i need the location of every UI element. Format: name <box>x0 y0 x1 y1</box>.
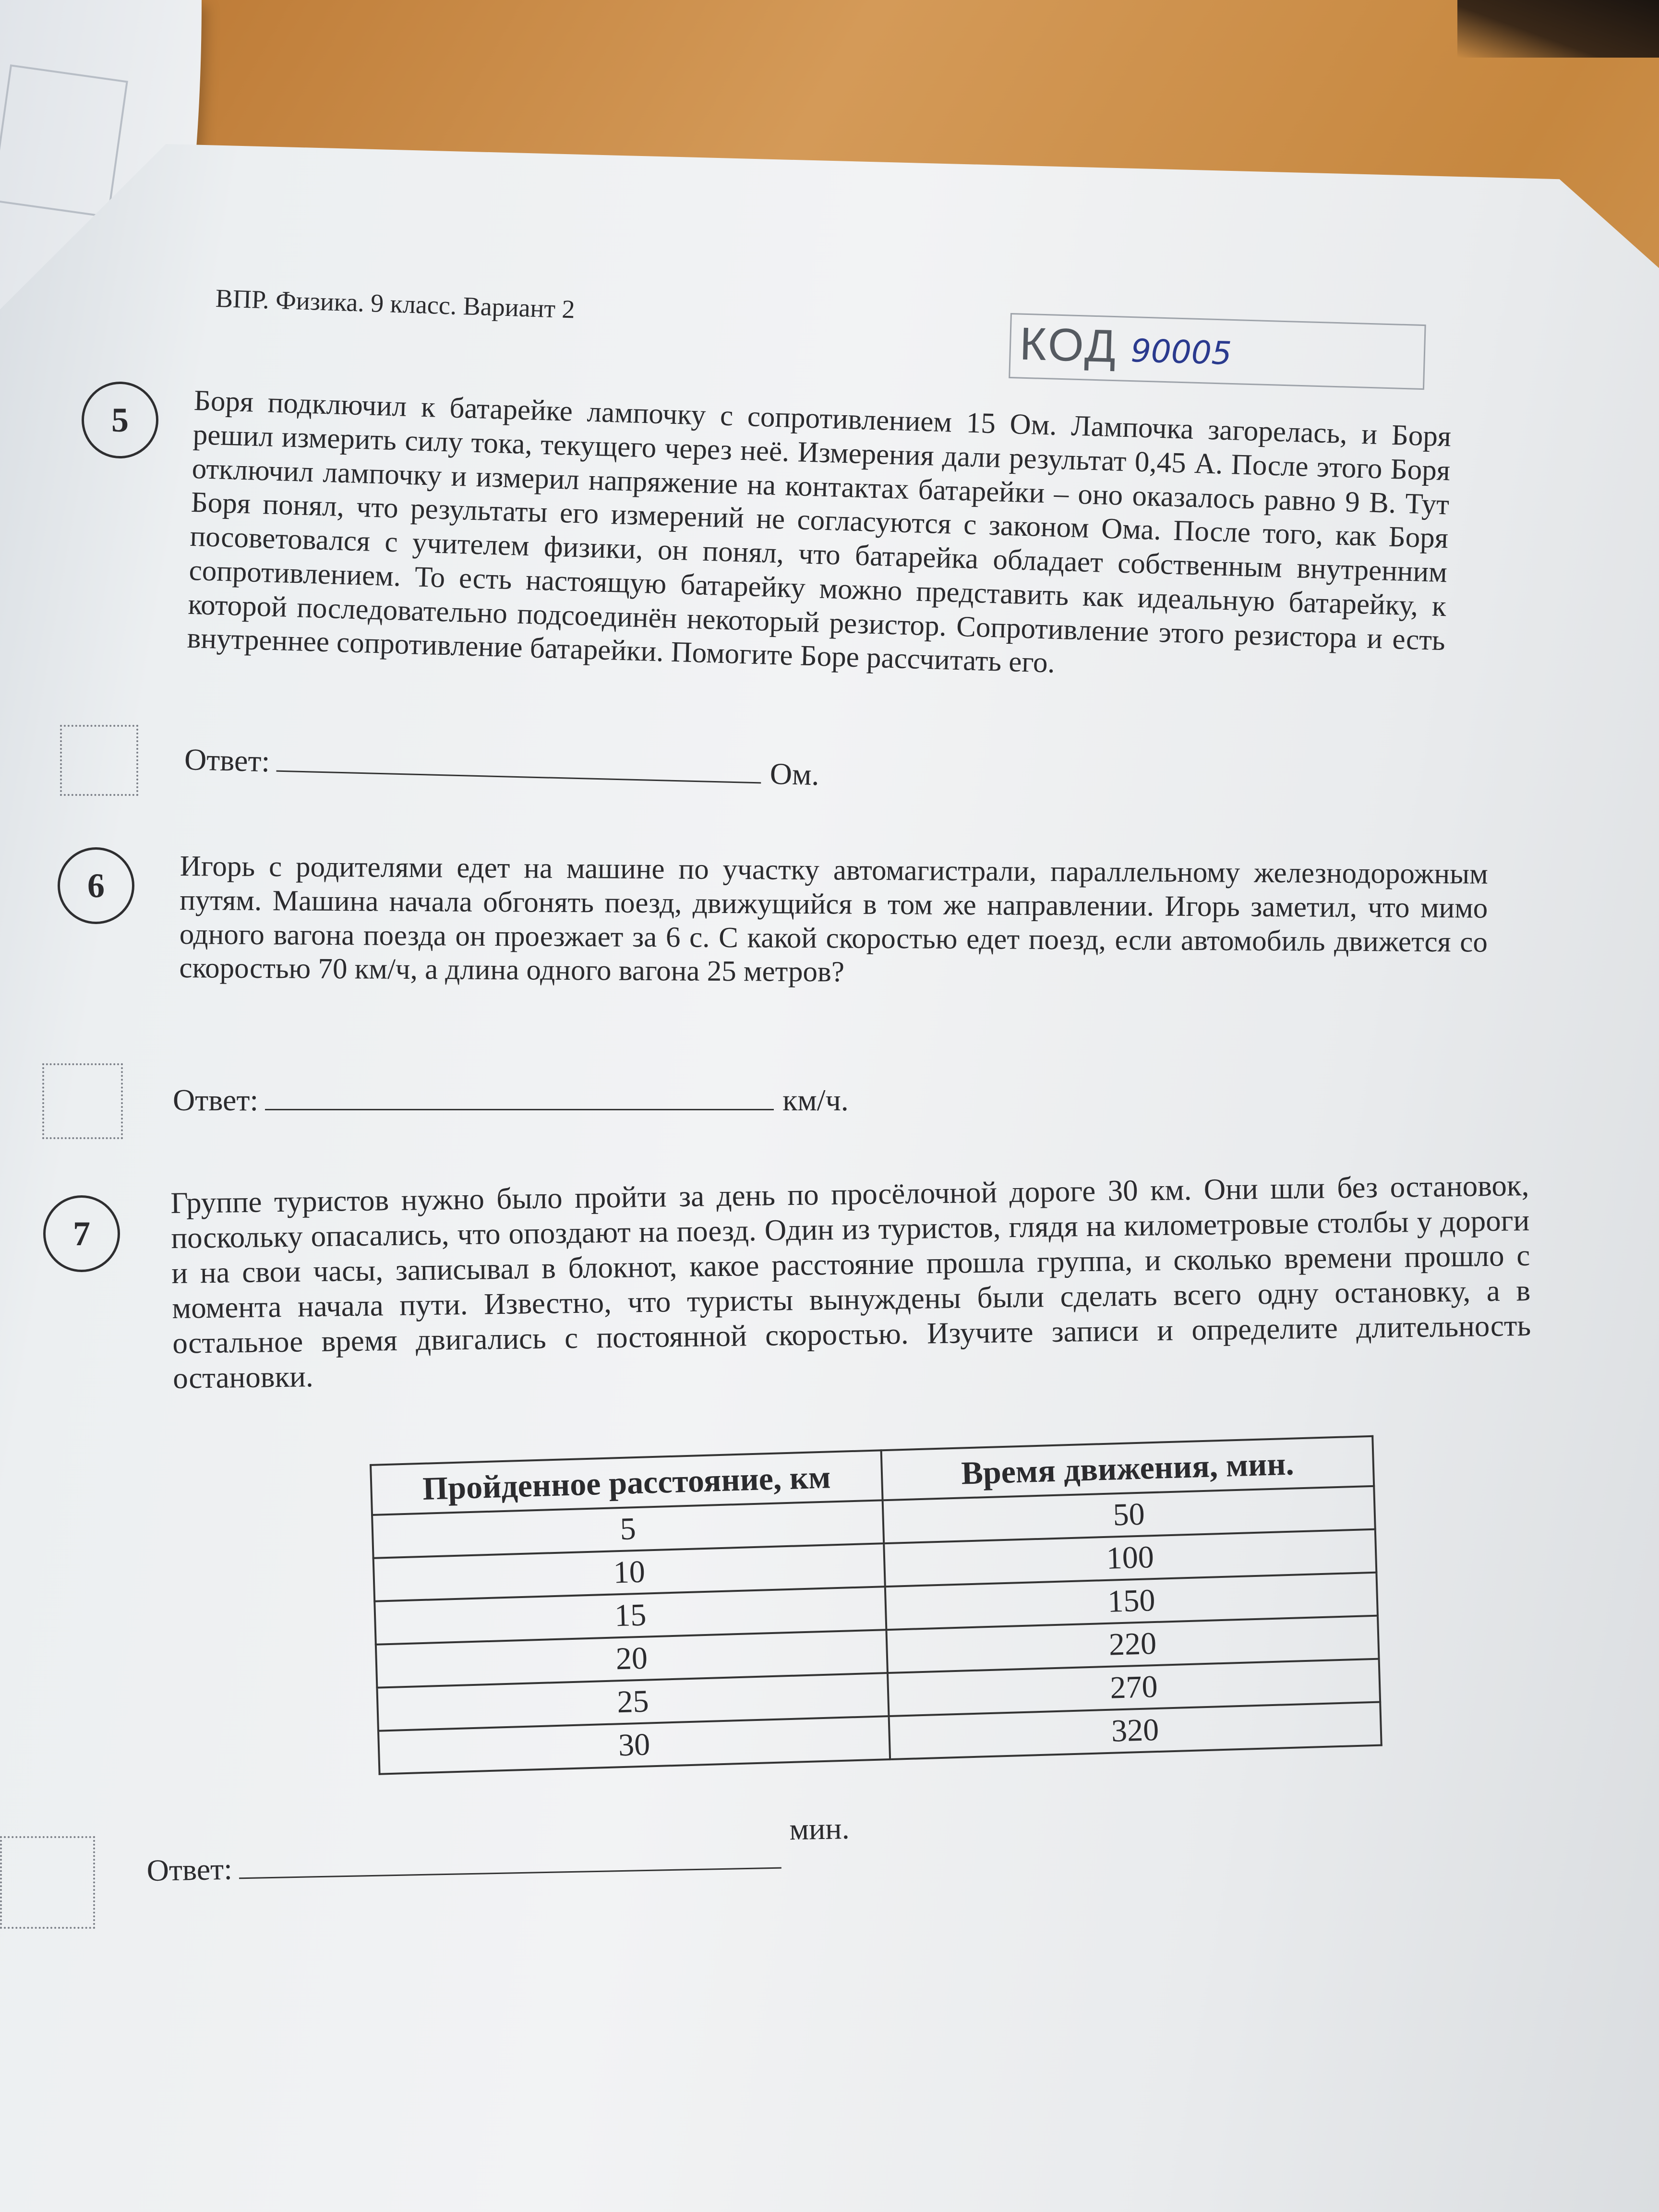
task-7-score-box <box>0 1836 95 1929</box>
table-cell-distance: 30 <box>378 1716 890 1774</box>
table-cell-distance: 15 <box>374 1587 886 1645</box>
code-label: КОД <box>1019 318 1119 373</box>
table-cell-time: 50 <box>883 1486 1375 1543</box>
page-header: ВПР. Физика. 9 класс. Вариант 2 <box>215 283 576 324</box>
task-5-number: 5 <box>82 382 158 458</box>
task-7-answer-unit: мин. <box>789 1811 850 1847</box>
table-cell-distance: 5 <box>372 1500 884 1558</box>
task-5-answer-unit: Ом. <box>769 756 820 792</box>
code-value-handwritten: 90005 <box>1130 332 1232 372</box>
task-5-score-box <box>60 725 138 796</box>
task-5-answer-row <box>184 742 819 793</box>
code-box <box>1009 313 1426 390</box>
task-6-number: 6 <box>58 847 134 924</box>
table-cell-distance: 25 <box>377 1673 889 1731</box>
task-7-table <box>370 1435 1382 1775</box>
task-7-answer-row <box>146 1811 850 1888</box>
task-6-score-box <box>42 1063 123 1139</box>
task-7-answer-label: Ответ: <box>146 1851 233 1887</box>
table-cell-time: 150 <box>885 1573 1378 1630</box>
task-5-answer-label: Ответ: <box>184 742 271 779</box>
table-cell-time: 100 <box>884 1529 1376 1587</box>
task-7-answer-field[interactable] <box>239 1843 781 1879</box>
task-6-text: Игорь с родителями едет на машине по участку автомагистрали, параллельному железнодорожным путям. Машина начала обгонять поезд, движущийся в том же направлении. Игорь заметил, что мимо одного вагона поезда он проезжает за 6 с. С какой скоростью едет поезд, если автомобиль движется со скоростью 70 км/ч, а длина одного вагона 25 метров? <box>179 850 1488 988</box>
table-cell-time: 270 <box>888 1659 1380 1716</box>
task-6-answer-unit: км/ч. <box>782 1083 849 1117</box>
task-5-answer-field[interactable] <box>276 746 762 784</box>
task-6-answer-row <box>173 1082 849 1118</box>
task-6-answer-field[interactable] <box>265 1085 774 1110</box>
table-cell-distance: 10 <box>373 1543 885 1601</box>
table-cell-time: 320 <box>889 1702 1382 1759</box>
task-7-number: 7 <box>43 1195 120 1272</box>
table-header-distance: Пройденное расстояние, км <box>371 1450 883 1515</box>
task-6-answer-label: Ответ: <box>173 1083 259 1117</box>
table-header-time: Время движения, мин. <box>881 1436 1374 1500</box>
task-5-text: Боря подключил к батарейке лампочку с сопротивлением 15 Ом. Лампочка загорелась, и Боря решил измерить силу тока, текущего через неё. Измерения дали результат 0,45 А. После этого Боря отключил лампочку и измерил напряжение на контактах батарейки – оно оказалось равно 9 В. Тут Боря понял, что результаты его измерений не согласуются с законом Ома. После того, как Боря посоветовался с учителем физики, он понял, что батарейка обладает собственным внутренним сопротивлением. То есть настоящую батарейку можно представить как идеальную батарейку, к которой последовательно подсоединён некоторый резистор. Сопротивление этого резистора и есть внутреннее сопротивление батарейки. Помогите Боре рассчитать его. <box>186 384 1452 680</box>
table-cell-distance: 20 <box>376 1630 888 1688</box>
task-7-text: Группе туристов нужно было пройти за день по просёлочной дороге 30 км. Они шли без остановок, поскольку опасались, что опоздают на поезд. Один из туристов, глядя на километровые столбы у дороги и на свои часы, записывал в блокнот, какое расстояние прошла группа, и сколько времени прошло с момента начала пути. Известно, что туристы вынуждены были сделать всего одну остановку, а в остальное время двигались с постоянной скоростью. Изучите записи и определите длительность остановки. <box>170 1168 1531 1395</box>
table-cell-time: 220 <box>886 1616 1379 1673</box>
